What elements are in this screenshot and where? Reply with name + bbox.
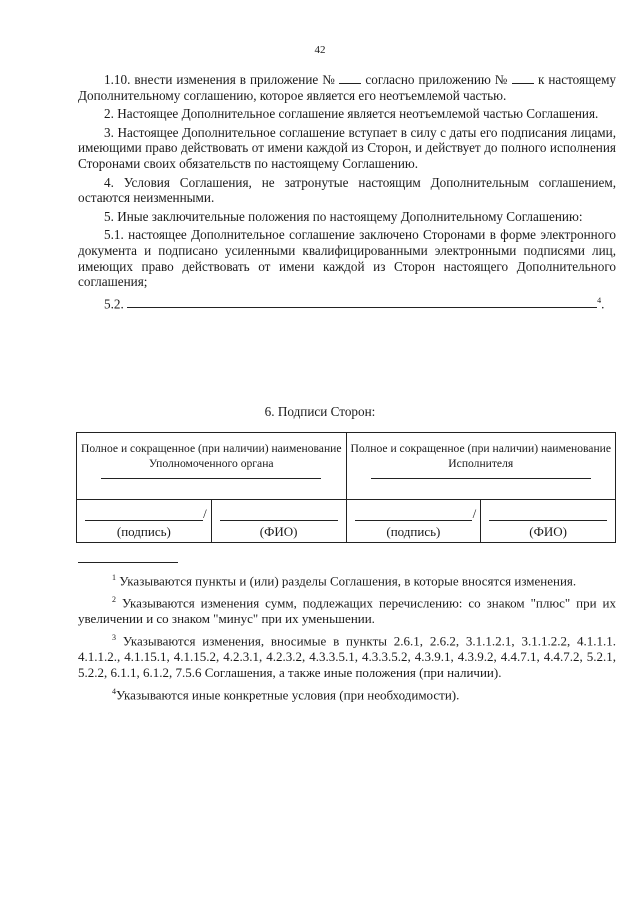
paragraph-5-1: 5.1. настоящее Дополнительное соглашение заключено Сторонами в форме электронного документа и подписано усиленными квалифицированными электронными подписями лиц, имеющих право действовать от имени каждой из Сторон настоящего Дополнительного соглашения; — [78, 227, 616, 290]
slash-separator: / — [203, 506, 207, 521]
footnote-ref-4: 4 — [597, 295, 602, 305]
footnote-1-text: Указываются пункты и (или) разделы Соглашения, в которые вносятся изменения. — [119, 573, 577, 589]
name-line — [489, 520, 607, 521]
name-label: (ФИО) — [529, 524, 567, 539]
footnote-1-ref: 1 — [112, 573, 116, 582]
page-number: 42 — [314, 44, 326, 56]
footnote-separator — [78, 562, 178, 563]
authorized-body-header-text: Полное и сокращенное (при наличии) наименование Уполномоченного органа — [80, 442, 342, 470]
signature-line — [355, 520, 473, 521]
paragraph-5-2-label: 5.2. — [104, 296, 124, 312]
footnote-2-text: Указываются изменения сумм, подлежащих перечислению: со знаком "плюс" при их увеличении и со знаком "минус" при их уменьшении. — [78, 595, 617, 627]
signature-label: (подпись) — [116, 524, 171, 539]
paragraph-5: 5. Иные заключительные положения по настоящему Дополнительному Соглашению: — [104, 208, 583, 224]
paragraph-4: 4. Условия Соглашения, не затронутые настоящим Дополнительным соглашением, остаются неизменными. — [78, 174, 616, 206]
paragraph-3: 3. Настоящее Дополнительное соглашение вступает в силу с даты его подписания лицами, имеющими право действовать от имени каждой из Сторон, и действует до полного исполнения Сторонами своих обязательств по настоящему Соглашению. — [78, 124, 616, 171]
authorized-body-signature-cell — [77, 500, 212, 543]
other-conditions-blank — [127, 296, 597, 308]
footnote-2 — [78, 592, 616, 627]
footnote-4-ref: 4 — [112, 686, 116, 696]
footnote-3-ref: 3 — [112, 633, 116, 643]
paragraph-5-2 — [78, 293, 616, 312]
footnote-3-text: Указываются изменения, вносимые в пункты 2.6.1, 2.6.2, 3.1.1.2.1, 3.1.1.2.2, 4.1.1.1. 4.1.1.2., 4.1.15.1, 4.1.15.2, 4.2.3.1, 4.2.3.2, 4.3.3.5.1, 4.3.3.5.2, 4.3.9.1, 4.3.9.2, 4.4.7.1, 4.4.7.2, 5.2.1, 5.2.2, 6.1.1, 6.1.2, 7.5.6 Соглашения, а также иные положения (при наличии). — [78, 633, 617, 680]
contractor-signature-cell — [346, 500, 481, 543]
contractor-name-line — [371, 477, 591, 479]
footnote-1 — [78, 570, 616, 589]
paragraph-2: 2. Настоящее Дополнительное соглашение является неотъемлемой частью Соглашения. — [104, 106, 599, 122]
signatures-table — [76, 432, 616, 543]
contractor-header — [346, 433, 616, 500]
authorized-body-header — [77, 433, 347, 500]
footnotes — [78, 570, 616, 706]
slash-separator: / — [472, 506, 477, 521]
footnote-2-ref: 2 — [112, 595, 116, 605]
appendix-number-blank — [339, 72, 361, 84]
footnote-3 — [78, 630, 616, 681]
paragraph-1-10-start: 1.10. внести изменения в приложение № — [104, 72, 336, 87]
name-line — [220, 520, 338, 521]
paragraph-1-10 — [78, 72, 616, 103]
name-label: (ФИО) — [259, 524, 298, 539]
authorized-body-name-cell — [211, 500, 346, 543]
attachment-number-blank — [512, 72, 534, 84]
signature-label: (подпись) — [386, 524, 441, 539]
paragraph-1-10-middle: согласно приложению № — [365, 72, 509, 87]
footnote-4 — [78, 684, 616, 703]
authorized-body-name-line — [101, 477, 321, 479]
contractor-header-text: Полное и сокращенное (при наличии) наименование Исполнителя — [350, 442, 612, 470]
signature-line — [85, 520, 203, 521]
signatures-title: 6. Подписи Сторон: — [264, 404, 376, 419]
paragraph-5-2-end: . — [601, 296, 605, 312]
agreement-body — [78, 72, 616, 312]
contractor-name-cell — [481, 500, 616, 543]
footnote-4-text: Указываются иные конкретные условия (при необходимости). — [116, 687, 460, 703]
paragraph-1-10-end: к настоящему Дополнительному соглашению, которое является его неотъемлемой частью. — [78, 72, 617, 103]
